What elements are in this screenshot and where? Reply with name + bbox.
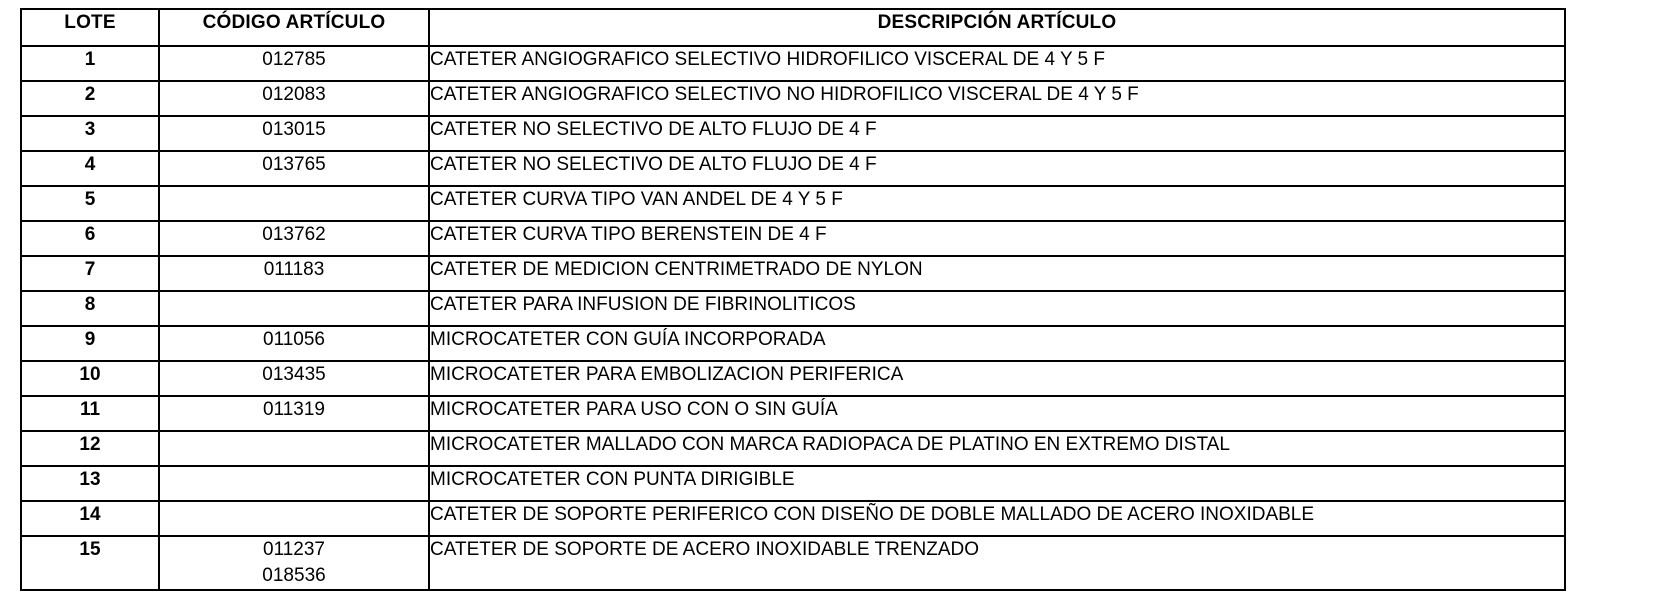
cell-codigo (159, 536, 429, 590)
cell-descripcion: CATETER DE MEDICION CENTRIMETRADO DE NYLON (429, 256, 1565, 291)
cell-descripcion: MICROCATETER PARA EMBOLIZACION PERIFERICA (429, 361, 1565, 396)
table-row (21, 151, 1565, 186)
cell-codigo-line-2: 018536 (262, 564, 326, 586)
cell-descripcion: CATETER PARA INFUSION DE FIBRINOLITICOS (429, 291, 1565, 326)
table-row (21, 186, 1565, 221)
cell-descripcion: CATETER DE SOPORTE DE ACERO INOXIDABLE TRENZADO (429, 536, 1565, 590)
cell-lote: 9 (21, 326, 159, 361)
cell-descripcion: MICROCATETER CON GUÍA INCORPORADA (429, 326, 1565, 361)
table-row (21, 291, 1565, 326)
cell-descripcion: CATETER DE SOPORTE PERIFERICO CON DISEÑO DE DOBLE MALLADO DE ACERO INOXIDABLE (429, 501, 1565, 536)
cell-descripcion: CATETER ANGIOGRAFICO SELECTIVO HIDROFILICO VISCERAL DE 4 Y 5 F (429, 46, 1565, 81)
cell-codigo: 012785 (159, 46, 429, 81)
cell-lote: 13 (21, 466, 159, 501)
table-row (21, 361, 1565, 396)
cell-codigo: 011319 (159, 396, 429, 431)
cell-lote: 14 (21, 501, 159, 536)
cell-codigo: 013762 (159, 221, 429, 256)
cell-codigo-line-1: 011237 (263, 539, 325, 560)
cell-descripcion: CATETER CURVA TIPO VAN ANDEL DE 4 Y 5 F (429, 186, 1565, 221)
cell-codigo: 011056 (159, 326, 429, 361)
cell-codigo (159, 466, 429, 501)
table-row (21, 46, 1565, 81)
cell-codigo: 011183 (159, 256, 429, 291)
table-row (21, 431, 1565, 466)
column-header-descripcion: DESCRIPCIÓN ARTÍCULO (429, 9, 1565, 46)
table-row (21, 81, 1565, 116)
cell-lote: 5 (21, 186, 159, 221)
table-row (21, 256, 1565, 291)
column-header-lote: LOTE (21, 9, 159, 46)
cell-lote: 2 (21, 81, 159, 116)
cell-codigo: 012083 (159, 81, 429, 116)
cell-descripcion: CATETER CURVA TIPO BERENSTEIN DE 4 F (429, 221, 1565, 256)
cell-lote: 1 (21, 46, 159, 81)
table-row (21, 501, 1565, 536)
cell-lote: 11 (21, 396, 159, 431)
table-row (21, 536, 1565, 590)
cell-codigo (159, 291, 429, 326)
cell-lote: 3 (21, 116, 159, 151)
cell-lote: 7 (21, 256, 159, 291)
cell-lote: 4 (21, 151, 159, 186)
cell-descripcion: CATETER NO SELECTIVO DE ALTO FLUJO DE 4 F (429, 151, 1565, 186)
cell-codigo (159, 186, 429, 221)
cell-lote: 12 (21, 431, 159, 466)
cell-descripcion: MICROCATETER PARA USO CON O SIN GUÍA (429, 396, 1565, 431)
cell-lote: 8 (21, 291, 159, 326)
lots-table (20, 8, 1566, 591)
table-header (21, 9, 1565, 46)
table-body (21, 46, 1565, 590)
cell-descripcion: MICROCATETER CON PUNTA DIRIGIBLE (429, 466, 1565, 501)
cell-descripcion: CATETER NO SELECTIVO DE ALTO FLUJO DE 4 F (429, 116, 1565, 151)
cell-lote: 15 (21, 536, 159, 590)
cell-lote: 6 (21, 221, 159, 256)
table-row (21, 221, 1565, 256)
table-row (21, 116, 1565, 151)
cell-descripcion: MICROCATETER MALLADO CON MARCA RADIOPACA DE PLATINO EN EXTREMO DISTAL (429, 431, 1565, 466)
cell-descripcion: CATETER ANGIOGRAFICO SELECTIVO NO HIDROFILICO VISCERAL DE 4 Y 5 F (429, 81, 1565, 116)
table-row (21, 396, 1565, 431)
cell-codigo: 013435 (159, 361, 429, 396)
cell-codigo: 013015 (159, 116, 429, 151)
header-row (21, 9, 1565, 46)
table-row (21, 326, 1565, 361)
cell-codigo (159, 431, 429, 466)
cell-lote: 10 (21, 361, 159, 396)
table-row (21, 466, 1565, 501)
cell-codigo: 013765 (159, 151, 429, 186)
cell-codigo (159, 501, 429, 536)
column-header-codigo: CÓDIGO ARTÍCULO (159, 9, 429, 46)
